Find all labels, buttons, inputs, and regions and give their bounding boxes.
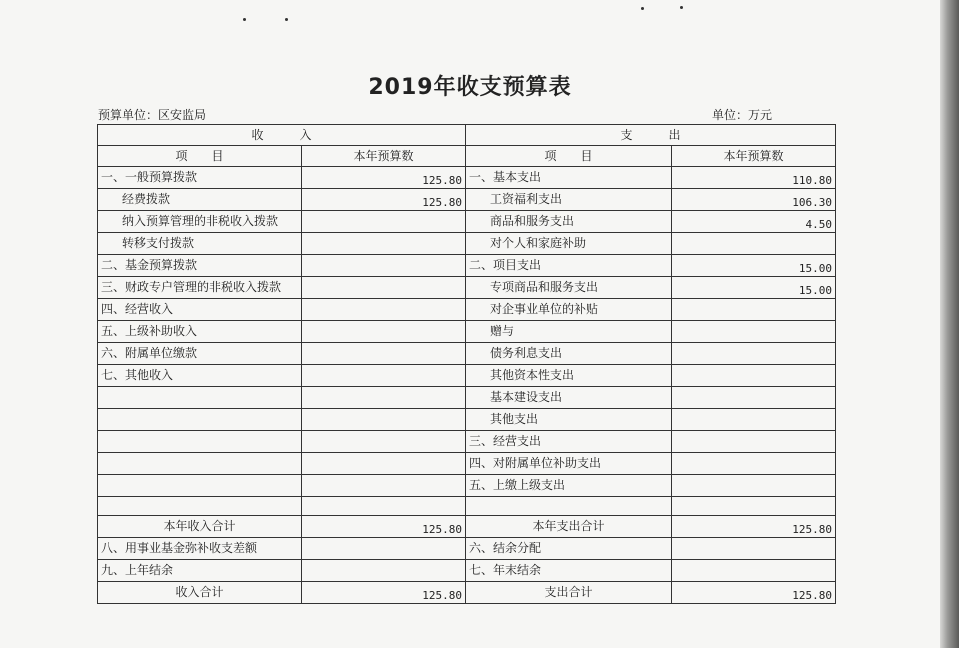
income-value — [302, 431, 466, 453]
income-item: 六、附属单位缴款 — [98, 343, 302, 365]
expense-grand-label: 支出合计 — [466, 582, 672, 604]
income-total-label: 本年收入合计 — [98, 516, 302, 538]
income-value — [302, 277, 466, 299]
expense-value — [672, 233, 836, 255]
expense-item: 三、经营支出 — [466, 431, 672, 453]
income-value — [302, 453, 466, 475]
income-item — [98, 475, 302, 497]
table-row — [98, 409, 836, 431]
document-title: 2019年收支预算表 — [368, 75, 572, 100]
expense-value: 4.50 — [672, 211, 836, 233]
table-row — [98, 343, 836, 365]
income-value — [302, 211, 466, 233]
income-value — [302, 475, 466, 497]
section-header-row — [98, 125, 836, 146]
table-row — [98, 189, 836, 211]
table-row — [98, 538, 836, 560]
table-row — [98, 387, 836, 409]
expense-item: 对个人和家庭补助 — [466, 233, 672, 255]
scan-speck — [243, 18, 246, 21]
expense-item: 债务利息支出 — [466, 343, 672, 365]
income-grand-value: 125.80 — [302, 582, 466, 604]
table-row — [98, 211, 836, 233]
expense-value: 15.00 — [672, 277, 836, 299]
expense-value — [672, 453, 836, 475]
income-value — [302, 409, 466, 431]
income-item: 转移支付拨款 — [98, 233, 302, 255]
expense-item: 对企事业单位的补贴 — [466, 299, 672, 321]
table-row — [98, 321, 836, 343]
expense-total-label: 本年支出合计 — [466, 516, 672, 538]
expense-header: 支 出 — [466, 125, 836, 146]
income-item — [98, 453, 302, 475]
income-grand-label: 收入合计 — [98, 582, 302, 604]
table-row — [98, 560, 836, 582]
scan-speck — [680, 6, 683, 9]
expense-value: 106.30 — [672, 189, 836, 211]
income-item: 三、财政专户管理的非税收入拨款 — [98, 277, 302, 299]
income-value — [302, 321, 466, 343]
income-value — [302, 387, 466, 409]
income-item: 纳入预算管理的非税收入拨款 — [98, 211, 302, 233]
income-item: 二、基金预算拨款 — [98, 255, 302, 277]
expense-value — [672, 387, 836, 409]
budget-table — [97, 124, 836, 604]
expense-value: 110.80 — [672, 167, 836, 189]
table-row — [98, 277, 836, 299]
blank-row — [98, 497, 836, 516]
grand-total-row — [98, 582, 836, 604]
expense-item: 其他资本性支出 — [466, 365, 672, 387]
income-item: 五、上级补助收入 — [98, 321, 302, 343]
income-item: 经费拨款 — [98, 189, 302, 211]
table-row — [98, 233, 836, 255]
expense-item: 四、对附属单位补助支出 — [466, 453, 672, 475]
expense-item: 五、上缴上级支出 — [466, 475, 672, 497]
income-item — [98, 387, 302, 409]
budget-unit-label: 预算单位：区安监局 — [98, 108, 207, 122]
income-item: 九、上年结余 — [98, 560, 302, 582]
income-value — [302, 255, 466, 277]
scanner-edge — [940, 0, 959, 648]
income-total-value: 125.80 — [302, 516, 466, 538]
table-row — [98, 167, 836, 189]
income-value: 125.80 — [302, 167, 466, 189]
blank-cell — [672, 497, 836, 516]
expense-item: 六、结余分配 — [466, 538, 672, 560]
expense-value — [672, 409, 836, 431]
expense-item: 一、基本支出 — [466, 167, 672, 189]
blank-cell — [98, 497, 302, 516]
expense-value: 15.00 — [672, 255, 836, 277]
income-value — [302, 233, 466, 255]
blank-cell — [466, 497, 672, 516]
expense-value — [672, 538, 836, 560]
table-row — [98, 475, 836, 497]
expense-grand-value: 125.80 — [672, 582, 836, 604]
income-item: 一、一般预算拨款 — [98, 167, 302, 189]
income-item: 八、用事业基金弥补收支差额 — [98, 538, 302, 560]
scan-speck — [641, 7, 644, 10]
expense-value — [672, 560, 836, 582]
income-value: 125.80 — [302, 189, 466, 211]
totals-row — [98, 516, 836, 538]
expense-item: 基本建设支出 — [466, 387, 672, 409]
expense-value — [672, 431, 836, 453]
expense-item: 商品和服务支出 — [466, 211, 672, 233]
expense-value — [672, 343, 836, 365]
expense-value — [672, 365, 836, 387]
income-item — [98, 431, 302, 453]
income-value — [302, 365, 466, 387]
blank-cell — [302, 497, 466, 516]
table-row — [98, 255, 836, 277]
income-item: 七、其他收入 — [98, 365, 302, 387]
income-header: 收 入 — [98, 125, 466, 146]
income-budget-header: 本年预算数 — [302, 146, 466, 167]
expense-budget-header: 本年预算数 — [672, 146, 836, 167]
income-value — [302, 538, 466, 560]
income-value — [302, 299, 466, 321]
scan-speck — [285, 18, 288, 21]
expense-value — [672, 475, 836, 497]
table-row — [98, 299, 836, 321]
expense-item: 七、年末结余 — [466, 560, 672, 582]
expense-item: 赠与 — [466, 321, 672, 343]
income-item — [98, 409, 302, 431]
table-row — [98, 365, 836, 387]
expense-value — [672, 299, 836, 321]
expense-item: 其他支出 — [466, 409, 672, 431]
expense-item: 工资福利支出 — [466, 189, 672, 211]
expense-item: 专项商品和服务支出 — [466, 277, 672, 299]
expense-total-value: 125.80 — [672, 516, 836, 538]
income-value — [302, 343, 466, 365]
expense-item: 二、项目支出 — [466, 255, 672, 277]
expense-item-header: 项 目 — [466, 146, 672, 167]
expense-value — [672, 321, 836, 343]
income-value — [302, 560, 466, 582]
income-item-header: 项 目 — [98, 146, 302, 167]
column-header-row — [98, 146, 836, 167]
table-row — [98, 453, 836, 475]
table-row — [98, 431, 836, 453]
income-item: 四、经营收入 — [98, 299, 302, 321]
currency-unit-label: 单位：万元 — [712, 108, 773, 122]
